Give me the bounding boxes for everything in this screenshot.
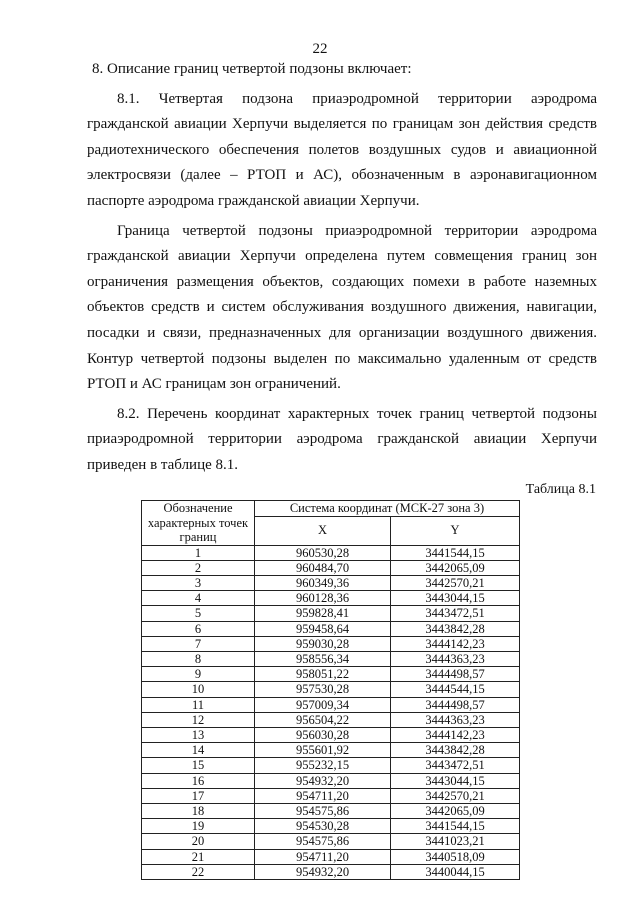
table-row — [142, 591, 520, 606]
x-coordinate-cell: 960484,70 — [255, 560, 391, 575]
y-coordinate-cell: 3444544,15 — [391, 682, 520, 697]
table-row — [142, 651, 520, 666]
y-coordinate-cell: 3443842,28 — [391, 743, 520, 758]
page-number: 22 — [312, 41, 328, 57]
y-coordinate-cell: 3444363,23 — [391, 712, 520, 727]
table-header-row — [142, 501, 520, 517]
point-number-cell: 8 — [142, 651, 255, 666]
x-coordinate-cell: 958051,22 — [255, 667, 391, 682]
point-number-cell: 2 — [142, 560, 255, 575]
y-coordinate-cell: 3444498,57 — [391, 697, 520, 712]
y-coordinate-cell: 3443472,51 — [391, 758, 520, 773]
coordinates-table — [141, 500, 520, 880]
table-row — [142, 667, 520, 682]
table-row — [142, 773, 520, 788]
paragraph-8-2: 8.2. Перечень координат характерных точек границ четвертой подзоны приаэродромной территории аэродрома гражданской авиации Херпучи приведен в таблице 8.1. — [87, 405, 597, 473]
point-number-cell: 14 — [142, 743, 255, 758]
table-row — [142, 834, 520, 849]
paragraph-boundary: Граница четвертой подзоны приаэродромной территории аэродрома гражданской авиации Херпучи определена путем совмещения границ зон ограничения размещения объектов, создающих помехи в работе наземных объектов средств и систем обслуживания воздушного движения, навигации, посадки и связи, предназначенных для организации воздушного движения. Контур четвертой подзоны выделен по максимально удаленным от средств РТОП и АС границам зон ограничений. — [87, 222, 597, 393]
point-number-cell: 21 — [142, 849, 255, 864]
table-row — [142, 803, 520, 818]
table-row — [142, 712, 520, 727]
y-coordinate-cell: 3440044,15 — [391, 864, 520, 879]
point-number-cell: 20 — [142, 834, 255, 849]
x-coordinate-cell: 954575,86 — [255, 834, 391, 849]
point-number-cell: 1 — [142, 545, 255, 560]
y-coordinate-cell: 3442065,09 — [391, 560, 520, 575]
point-number-cell: 16 — [142, 773, 255, 788]
document-body — [87, 57, 597, 479]
table-row — [142, 682, 520, 697]
table-row — [142, 743, 520, 758]
point-number-cell: 15 — [142, 758, 255, 773]
table-caption: Таблица 8.1 — [525, 482, 596, 497]
point-number-cell: 13 — [142, 727, 255, 742]
table-row — [142, 621, 520, 636]
y-coordinate-cell: 3442065,09 — [391, 803, 520, 818]
table-row — [142, 849, 520, 864]
x-coordinate-cell: 954711,20 — [255, 849, 391, 864]
y-coordinate-cell: 3444363,23 — [391, 651, 520, 666]
paragraph-8-1: 8.1. Четвертая подзона приаэродромной территории аэродрома гражданской авиации Херпучи выделяется по границам зон действия средств радиотехнического обеспечения полетов воздушных судов и авиационной электросвязи (далее – РТОП и АС), обозначенным в аэронавигационном паспорте аэродрома гражданской авиации Херпучи. — [87, 90, 597, 209]
table-row — [142, 636, 520, 651]
table-row — [142, 864, 520, 879]
x-coordinate-cell: 955232,15 — [255, 758, 391, 773]
point-number-cell: 9 — [142, 667, 255, 682]
point-number-cell: 22 — [142, 864, 255, 879]
x-coordinate-cell: 954575,86 — [255, 803, 391, 818]
header-x: X — [255, 516, 391, 545]
x-coordinate-cell: 957530,28 — [255, 682, 391, 697]
y-coordinate-cell: 3441023,21 — [391, 834, 520, 849]
table-row — [142, 545, 520, 560]
point-number-cell: 4 — [142, 591, 255, 606]
point-number-cell: 18 — [142, 803, 255, 818]
table-row — [142, 575, 520, 590]
x-coordinate-cell: 954711,20 — [255, 788, 391, 803]
table-row — [142, 727, 520, 742]
x-coordinate-cell: 955601,92 — [255, 743, 391, 758]
table-row — [142, 758, 520, 773]
y-coordinate-cell: 3442570,21 — [391, 575, 520, 590]
point-number-cell: 19 — [142, 819, 255, 834]
x-coordinate-cell: 956504,22 — [255, 712, 391, 727]
x-coordinate-cell: 960128,36 — [255, 591, 391, 606]
point-number-cell: 7 — [142, 636, 255, 651]
y-coordinate-cell: 3444142,23 — [391, 727, 520, 742]
y-coordinate-cell: 3443044,15 — [391, 591, 520, 606]
y-coordinate-cell: 3444142,23 — [391, 636, 520, 651]
table-row — [142, 819, 520, 834]
y-coordinate-cell: 3443842,28 — [391, 621, 520, 636]
x-coordinate-cell: 958556,34 — [255, 651, 391, 666]
point-number-cell: 11 — [142, 697, 255, 712]
x-coordinate-cell: 956030,28 — [255, 727, 391, 742]
x-coordinate-cell: 954932,20 — [255, 773, 391, 788]
x-coordinate-cell: 959828,41 — [255, 606, 391, 621]
x-coordinate-cell: 960349,36 — [255, 575, 391, 590]
y-coordinate-cell: 3440518,09 — [391, 849, 520, 864]
section-heading: 8. Описание границ четвертой подзоны включает: — [92, 61, 412, 77]
table-row — [142, 788, 520, 803]
point-number-cell: 5 — [142, 606, 255, 621]
point-number-cell: 17 — [142, 788, 255, 803]
y-coordinate-cell: 3443472,51 — [391, 606, 520, 621]
y-coordinate-cell: 3443044,15 — [391, 773, 520, 788]
x-coordinate-cell: 959458,64 — [255, 621, 391, 636]
header-coordinate-system: Система координат (МСК-27 зона 3) — [255, 501, 520, 517]
x-coordinate-cell: 957009,34 — [255, 697, 391, 712]
x-coordinate-cell: 954530,28 — [255, 819, 391, 834]
table-row — [142, 560, 520, 575]
table-row — [142, 697, 520, 712]
y-coordinate-cell: 3442570,21 — [391, 788, 520, 803]
y-coordinate-cell: 3444498,57 — [391, 667, 520, 682]
point-number-cell: 3 — [142, 575, 255, 590]
point-number-cell: 10 — [142, 682, 255, 697]
x-coordinate-cell: 959030,28 — [255, 636, 391, 651]
y-coordinate-cell: 3441544,15 — [391, 545, 520, 560]
point-number-cell: 12 — [142, 712, 255, 727]
x-coordinate-cell: 960530,28 — [255, 545, 391, 560]
table-row — [142, 606, 520, 621]
y-coordinate-cell: 3441544,15 — [391, 819, 520, 834]
point-number-cell: 6 — [142, 621, 255, 636]
header-point-designation: Обозначение характерных точек границ — [142, 501, 255, 546]
header-y: Y — [391, 516, 520, 545]
x-coordinate-cell: 954932,20 — [255, 864, 391, 879]
